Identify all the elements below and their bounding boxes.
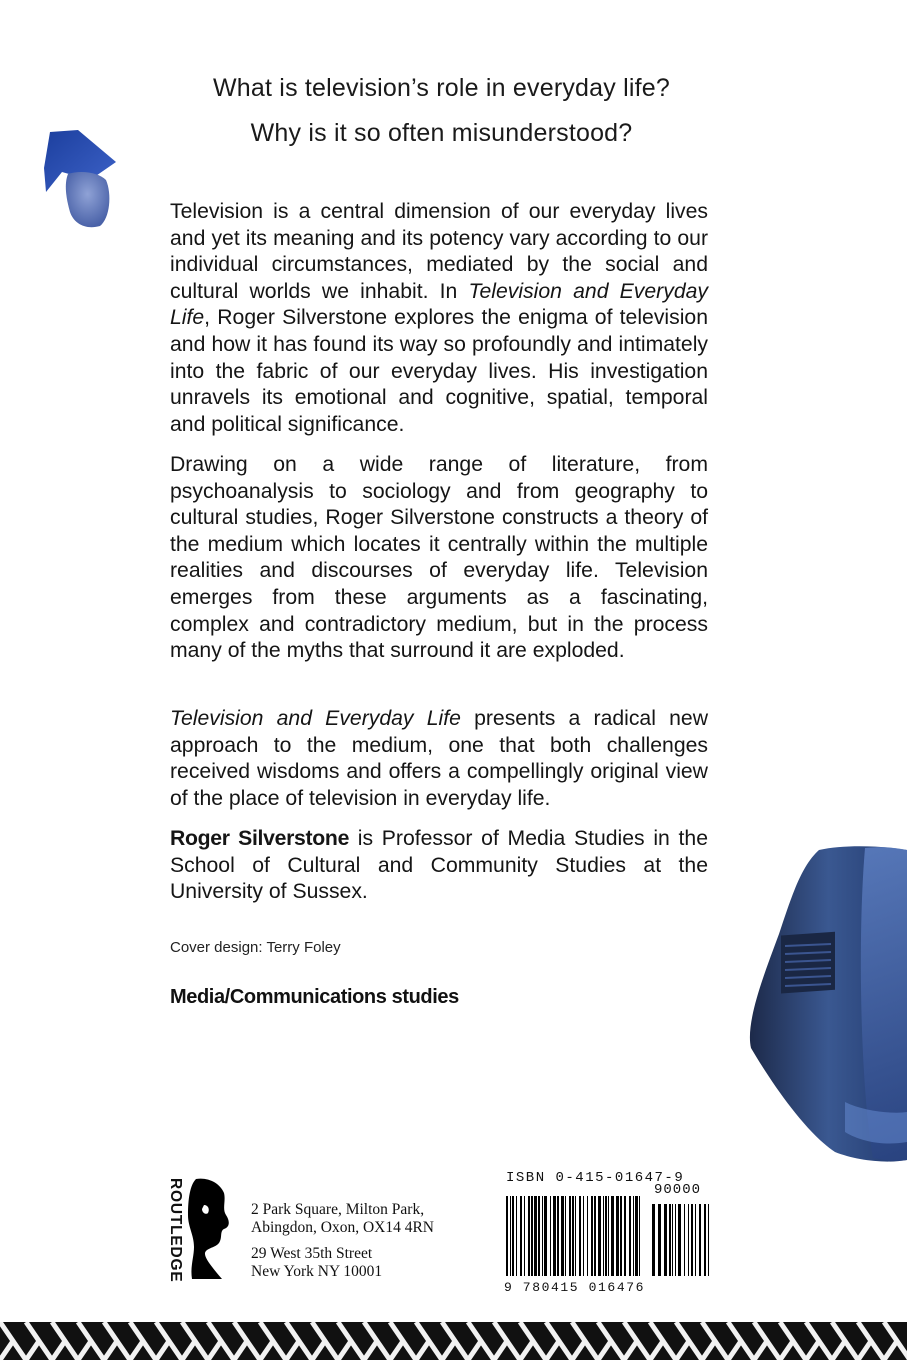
barcode-bar <box>516 1196 517 1276</box>
barcode-bar <box>553 1196 556 1276</box>
barcode-bar <box>550 1196 551 1276</box>
barcode-bar <box>561 1196 564 1276</box>
barcode-bar <box>506 1196 508 1276</box>
description-paragraph-2: Drawing on a wide range of literature, from psychoanalysis to sociology and from geography to cultural studies, Roger Silverstone constructs a theory of the medium which locates it centrally within the multiple realities and discourses of everyday life. Television emerges from these arguments as a fascinating, complex and contradictory medium, but in the process many of the myths that surround it are exploded. <box>170 453 708 663</box>
barcode-bar <box>624 1196 626 1276</box>
barcode-bar <box>603 1196 604 1276</box>
price-barcode-bar <box>672 1204 673 1276</box>
price-barcode-bar <box>708 1204 709 1276</box>
address-line: Abingdon, Oxon, OX14 4RN <box>251 1219 434 1236</box>
price-code: 90000 <box>654 1182 702 1198</box>
decorative-pattern-band <box>0 1322 907 1360</box>
barcode-bar <box>531 1196 533 1276</box>
barcode-bar <box>616 1196 619 1276</box>
barcode-bar <box>583 1196 584 1276</box>
description-paragraph-3 <box>170 706 708 812</box>
barcode-bar <box>598 1196 601 1276</box>
author-bio <box>170 826 708 906</box>
subject-category: Media/Communications studies <box>170 986 459 1008</box>
price-barcode-bar <box>678 1204 681 1276</box>
book-title-italic: Television and Everyday Life <box>170 279 708 330</box>
television-fragment-icon <box>40 128 122 232</box>
barcode-bar <box>620 1196 622 1276</box>
barcode-bar <box>629 1196 631 1276</box>
address-line: 2 Park Square, Milton Park, <box>251 1201 425 1218</box>
price-barcode-bar <box>658 1204 661 1276</box>
price-barcode-bar <box>695 1204 696 1276</box>
publisher-name: ROUTLEDGE <box>167 1178 184 1283</box>
isbn-number: ISBN 0-415-01647-9 <box>506 1170 685 1186</box>
paragraph-text: presents a radical new approach to the medium, one that both challenges received wisdoms and offers a compellingly original view of the place of television in everyday life. <box>170 707 708 810</box>
paragraph-text: , Roger Silverstone explores the enigma of television and how it has found its way so profoundly and intimately into the fabric of our everyday lives. His investigation unravels its emotional and cognitive, spatial, temporal and political significance. <box>170 306 708 436</box>
price-barcode-bar <box>652 1204 655 1276</box>
author-bio-text: is Professor of Media Studies in the School of Cultural and Community Studies at the University of Sussex. <box>170 827 708 904</box>
barcode-bar <box>557 1196 559 1276</box>
barcode-bar <box>639 1196 640 1276</box>
barcode-bar <box>579 1196 581 1276</box>
address-line: New York NY 10001 <box>251 1263 383 1280</box>
barcode-bar <box>572 1196 574 1276</box>
barcode-bar <box>594 1196 596 1276</box>
publisher-address <box>251 1201 434 1281</box>
cover-design-credit: Cover design: Terry Foley <box>170 939 341 956</box>
barcode-bar <box>587 1196 588 1276</box>
price-barcode-bar <box>675 1204 676 1276</box>
barcode-bar <box>591 1196 593 1276</box>
price-barcode-bar <box>664 1204 667 1276</box>
barcode-bar <box>544 1196 547 1276</box>
publisher-name-vertical <box>160 1178 186 1282</box>
paragraph-text: Television is a central dimension of our everyday lives and yet its meaning and its potency vary according to our individual circumstances, mediated by the social and cultural worlds we inhabit. In <box>170 200 708 303</box>
barcode-bar <box>633 1196 634 1276</box>
barcode-bar <box>635 1196 638 1276</box>
barcode-bars <box>504 1196 714 1280</box>
headline-question-1: What is television’s role in everyday life? <box>213 74 670 102</box>
barcode-bar <box>528 1196 530 1276</box>
price-barcode-bar <box>704 1204 706 1276</box>
barcode-bar <box>534 1196 537 1276</box>
price-barcode-bar <box>699 1204 701 1276</box>
barcode-bar <box>565 1196 566 1276</box>
barcode-bar <box>512 1196 514 1276</box>
barcode-bar <box>520 1196 522 1276</box>
barcode-bar <box>510 1196 511 1276</box>
barcode-bar <box>569 1196 571 1276</box>
barcode-bar <box>538 1196 540 1276</box>
price-barcode-bar <box>684 1204 685 1276</box>
barcode-bar <box>608 1196 609 1276</box>
address-line: 29 West 35th Street <box>251 1245 373 1262</box>
price-barcode-bar <box>669 1204 671 1276</box>
barcode-bar <box>542 1196 543 1276</box>
television-set-icon <box>745 842 907 1164</box>
barcode-bar <box>524 1196 525 1276</box>
headline-question-2: Why is it so often misunderstood? <box>250 119 633 147</box>
author-name: Roger Silverstone <box>170 827 350 850</box>
barcode-bar <box>611 1196 614 1276</box>
barcode-bar <box>605 1196 607 1276</box>
book-title-italic: Television and Everyday Life <box>170 707 461 730</box>
ean-number: 9 780415 016476 <box>504 1280 646 1295</box>
price-barcode-bar <box>691 1204 693 1276</box>
barcode-bar <box>575 1196 576 1276</box>
price-barcode-bar <box>688 1204 689 1276</box>
description-paragraph-1 <box>170 199 708 438</box>
